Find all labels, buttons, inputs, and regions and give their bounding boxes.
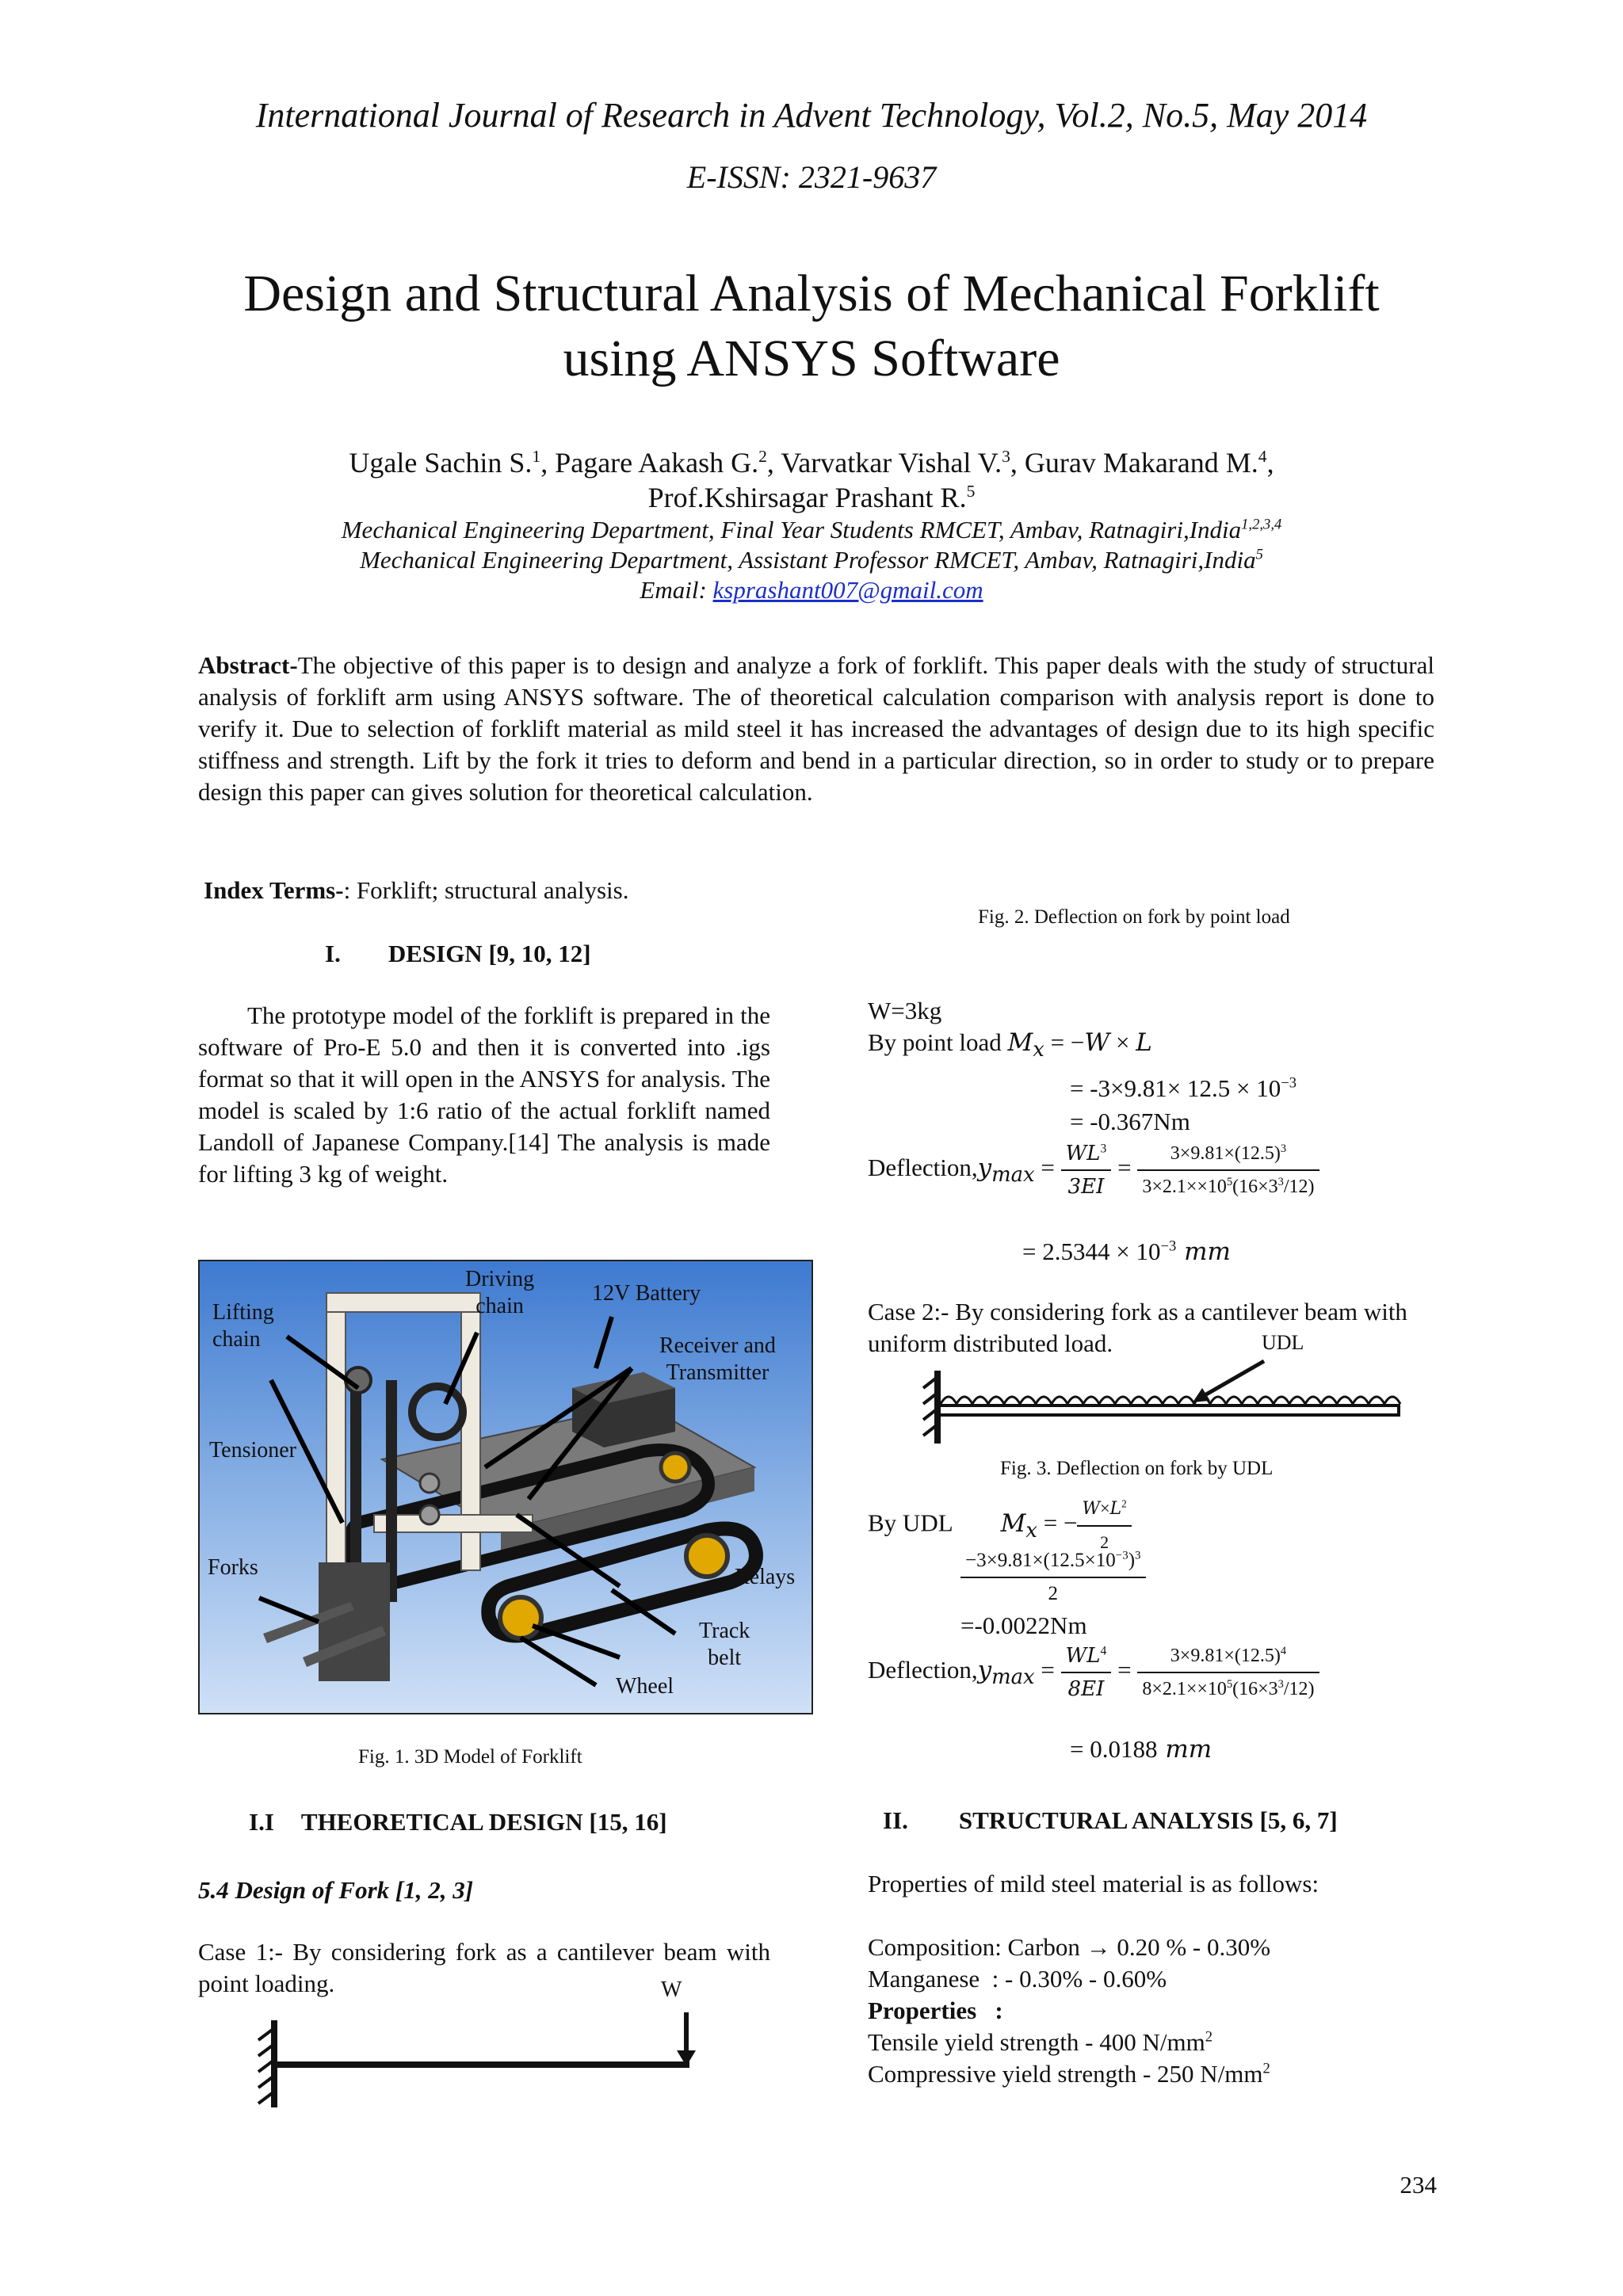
case-2-text: Case 2:- By considering fork as a cantilever beam with uniform distributed load. <box>868 1298 1407 1357</box>
weight-equation: W=3kg <box>868 997 942 1024</box>
abstract-text: The objective of this paper is to design and analyze a fork of forklift. This paper deals with the study of structural analysis of forklift arm using ANSYS software. The of theoretical calculation comparison with analysis report is done to verify it. Due to selection of forklift material as mild steel it has increased the advantages of design due to its high specific stiffness and strength. Lift by the fork it tries to deform and bend in a particular direction, so in order to study or to prepare design this paper can gives solution for theoretical calculation. <box>198 651 1434 806</box>
label-forks: Forks <box>208 1555 258 1580</box>
affiliation-2: Mechanical Engineering Department, Assistant Professor RMCET, Ambav, Ratnagiri,India$^5$ <box>360 546 1263 574</box>
moment-value-line: = $-3\times 9.81\times 12.5 \times 10^{-3}$ <box>1070 1074 1297 1102</box>
issn-header: E-ISSN: 2321-9637 <box>686 159 937 195</box>
label-wheel: Wheel <box>616 1674 674 1699</box>
properties-label: Properties : <box>868 1997 1003 2024</box>
composition-manganese: Manganese : - 0.30% - 0.60% <box>868 1965 1167 1993</box>
deflection-udl: $Deflection,y_{max}$ = $\frac{WL^4}{8EI}$ = $\frac{3\times 9.81\times(12.5)^4}{8\times 2.1\times\times 10^5(16\times 3^3/12)}$ <box>868 1640 1319 1727</box>
label-track-belt: Track belt <box>699 1619 750 1670</box>
abstract <box>198 650 1434 808</box>
deflection-point-load-result: = $2.5344 \times 10^{-3}$ mm <box>1022 1238 1231 1266</box>
design-paragraph: The prototype model of the forklift is prepared in the software of Pro-E 5.0 and then it is converted into .igs format so that it will open in the ANSYS for analysis. The model is scaled by 1:6 ratio of the actual forklift named Landoll of Japanese Company.[14] The analysis is made for lifting 3 kg of weight. <box>198 1001 770 1188</box>
subsection-heading: 5.4 Design of Fork [1, 2, 3] <box>198 1876 474 1904</box>
author-block <box>158 445 1465 605</box>
udl-moment-result: =-0.0022Nm <box>960 1611 1087 1639</box>
udl-moment-value: $\frac{-3\times 9.81\times(12.5\times 10^{-3})^3}{2}$ <box>960 1545 1146 1608</box>
label-battery: 12V Battery <box>592 1281 701 1306</box>
udl-beam-diagram <box>915 1355 1407 1450</box>
email-line: Email: ksprashant007@gmail.com <box>640 576 983 604</box>
label-relays: Relays <box>735 1565 796 1589</box>
fig1-caption: Fig. 1. 3D Model of Forklift <box>358 1746 582 1768</box>
deflection-point-load: $Deflection,y_{max}$ = $\frac{WL^3}{3EI}$ = $\frac{3\times 9.81\times(12.5)^3}{3\times 2.1\times\times 10^5(16\times 3^3/12)}$ <box>868 1138 1319 1225</box>
abstract-label: Abstract- <box>198 651 298 679</box>
udl-moment: By UDL $M_x$ = − $\frac{W\times L^2}{2}$ <box>868 1493 1132 1540</box>
forklift-3d-model-figure <box>198 1260 813 1714</box>
section-1-heading: I. DESIGN [9, 10, 12] <box>325 940 591 967</box>
title-line-2: using ANSYS Software <box>563 330 1060 387</box>
author-line-1: Ugale Sachin S.$^1$, Pagare Aakash G.$^2$, Varvatkar Vishal V.$^3$, Gurav Makarand M.$^4$, <box>349 447 1274 479</box>
author-line-2: Prof.Kshirsagar Prashant R.$^5$ <box>647 482 976 513</box>
label-tensioner: Tensioner <box>209 1438 297 1463</box>
fig2-caption: Fig. 2. Deflection on fork by point load <box>978 906 1290 928</box>
label-driving-chain: Driving chain <box>465 1267 535 1318</box>
index-terms: Index Terms-: Forklift; structural analysis. <box>204 876 629 904</box>
tensile-yield-strength: Tensile yield strength - 400 $N/mm^2$ <box>868 2028 1213 2056</box>
case-1-text: Case 1:- By considering fork as a cantilever beam with point loading. <box>198 1938 770 1997</box>
deflection-udl-result: = 0.0188 mm <box>1070 1735 1212 1764</box>
title-line-1: Design and Structural Analysis of Mechanical Forklift <box>243 265 1380 322</box>
point-load-moment: By point load $M_x = -W \times L$ <box>868 1028 1152 1062</box>
point-load-w-label: W <box>661 1978 682 2002</box>
point-load-beam-diagram <box>246 1997 705 2115</box>
journal-header: International Journal of Research in Advent Technology, Vol.2, No.5, May 2014 <box>255 96 1368 135</box>
email-link[interactable]: ksprashant007@gmail.com <box>712 576 983 604</box>
fig3-caption: Fig. 3. Deflection on fork by UDL <box>1000 1458 1274 1479</box>
composition-carbon: Composition: Carbon → 0.20 % - 0.30% <box>868 1933 1271 1961</box>
section-1-1-heading: I.I THEORETICAL DESIGN [15, 16] <box>249 1808 667 1836</box>
properties-intro: Properties of mild steel material is as follows: <box>868 1870 1319 1897</box>
label-receiver-transmitter: Receiver and Transmitter <box>659 1333 776 1385</box>
paper-title <box>119 261 1504 391</box>
label-lifting-chain: Lifting chain <box>212 1300 274 1352</box>
compressive-yield-strength: Compressive yield strength - 250 $N/mm^2$ <box>868 2060 1270 2088</box>
affiliation-1: Mechanical Engineering Department, Final Year Students RMCET, Ambav, Ratnagiri,India$^{1,2,3,4}$ <box>341 516 1282 543</box>
udl-label: UDL <box>1262 1331 1304 1354</box>
page-number: 234 <box>1400 2171 1437 2199</box>
moment-result: = -0.367Nm <box>1070 1108 1190 1135</box>
section-2-heading: II. STRUCTURAL ANALYSIS [5, 6, 7] <box>883 1806 1338 1834</box>
